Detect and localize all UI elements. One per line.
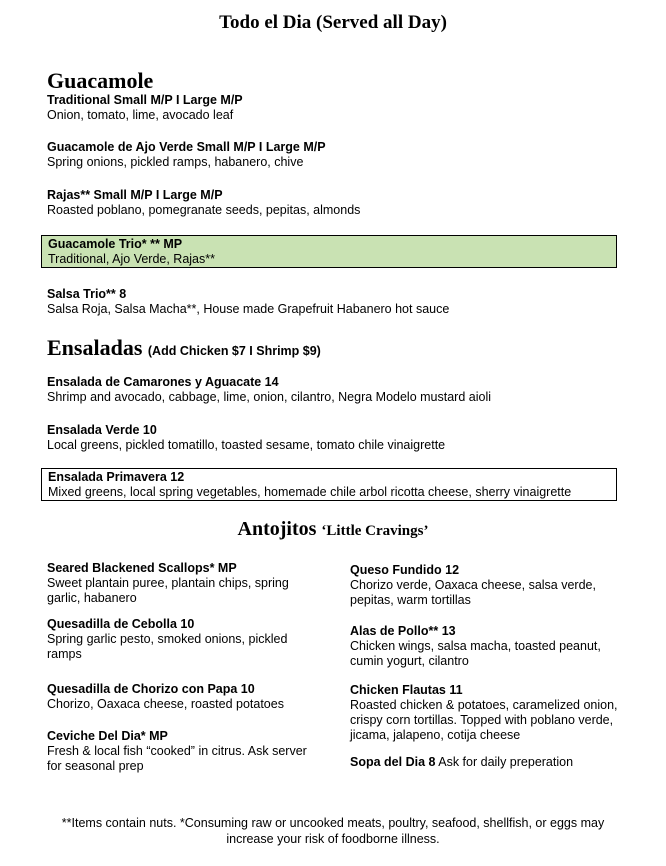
item-desc: Ask for daily preperation — [438, 755, 574, 769]
item-desc: Roasted chicken & potatoes, caramelized onion, crispy corn tortillas. Topped with poblano verde, jicama, jalapeno, cotija cheese — [350, 698, 618, 742]
menu-item-featured — [41, 235, 617, 268]
menu-item — [47, 93, 627, 123]
item-desc: Roasted poblano, pomegranate seeds, pepitas, almonds — [47, 203, 361, 217]
item-name: Quesadilla de Cebolla 10 — [47, 617, 195, 631]
page-title: Todo el Dia (Served all Day) — [219, 12, 447, 33]
section-title-text: Ensaladas — [47, 335, 143, 360]
menu-item — [350, 683, 626, 743]
menu-item — [47, 617, 309, 662]
item-desc: Local greens, pickled tomatillo, toasted sesame, tomato chile vinaigrette — [47, 438, 446, 452]
item-desc: Sweet plantain puree, plantain chips, spring garlic, habanero — [47, 576, 289, 605]
item-name: Guacamole de Ajo Verde Small M/P I Large M/P — [47, 140, 326, 154]
menu-item — [350, 624, 622, 669]
menu-item — [47, 682, 317, 712]
item-desc: Spring onions, pickled ramps, habanero, chive — [47, 155, 304, 169]
menu-item-boxed — [41, 468, 617, 501]
item-desc: Shrimp and avocado, cabbage, lime, onion, cilantro, Negra Modelo mustard aioli — [47, 390, 491, 404]
menu-item — [47, 561, 309, 606]
section-subtitle: ‘Little Cravings’ — [321, 523, 429, 539]
section-title-antojitos — [0, 518, 666, 541]
section-title-text: Antojitos — [237, 518, 317, 540]
footer-disclaimer: **Items contain nuts. *Consuming raw or uncooked meats, poultry, seafood, shellfish, or eggs may increase your risk of foodborne illness. — [61, 816, 605, 846]
item-name: Queso Fundido 12 — [350, 563, 460, 577]
item-name: Sopa del Dia 8 — [350, 755, 436, 769]
item-name: Seared Blackened Scallops* MP — [47, 561, 237, 575]
item-desc: Spring garlic pesto, smoked onions, pickled ramps — [47, 632, 288, 661]
item-name: Chicken Flautas 11 — [350, 683, 463, 697]
menu-item — [47, 188, 627, 218]
item-name: Guacamole Trio* ** MP — [48, 237, 183, 251]
item-desc: Chorizo, Oaxaca cheese, roasted potatoes — [47, 697, 284, 711]
item-name: Salsa Trio** 8 — [47, 287, 127, 301]
item-name: Rajas** Small M/P I Large M/P — [47, 188, 223, 202]
menu-item — [47, 375, 637, 405]
menu-item — [47, 140, 627, 170]
item-name: Quesadilla de Chorizo con Papa 10 — [47, 682, 255, 696]
section-title-ensaladas — [47, 335, 321, 361]
menu-item — [350, 563, 622, 608]
item-name: Ensalada de Camarones y Aguacate 14 — [47, 375, 279, 389]
menu-item — [47, 423, 637, 453]
item-desc: Chicken wings, salsa macha, toasted peanut, cumin yogurt, cilantro — [350, 639, 601, 668]
menu-item — [47, 729, 309, 774]
section-title-guacamole: Guacamole — [47, 68, 154, 93]
item-desc: Traditional, Ajo Verde, Rajas** — [48, 252, 215, 266]
item-name: Alas de Pollo** 13 — [350, 624, 456, 638]
menu-item — [47, 287, 627, 317]
item-name: Ensalada Verde 10 — [47, 423, 157, 437]
item-desc: Salsa Roja, Salsa Macha**, House made Grapefruit Habanero hot sauce — [47, 302, 450, 316]
menu-item — [350, 755, 626, 770]
item-name: Ceviche Del Dia* MP — [47, 729, 168, 743]
item-name: Traditional Small M/P I Large M/P — [47, 93, 243, 107]
item-name: Ensalada Primavera 12 — [48, 470, 185, 484]
item-desc: Mixed greens, local spring vegetables, homemade chile arbol ricotta cheese, sherry vinaigrette — [48, 485, 572, 499]
item-desc: Onion, tomato, lime, avocado leaf — [47, 108, 234, 122]
section-note: (Add Chicken $7 I Shrimp $9) — [147, 344, 321, 358]
item-desc: Chorizo verde, Oaxaca cheese, salsa verde, pepitas, warm tortillas — [350, 578, 596, 607]
item-desc: Fresh & local fish “cooked” in citrus. Ask server for seasonal prep — [47, 744, 307, 773]
